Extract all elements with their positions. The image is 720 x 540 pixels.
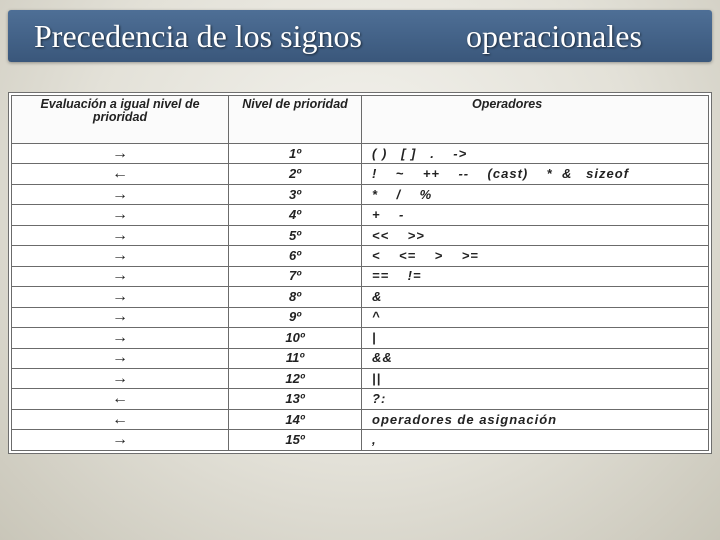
ops-cell: + - bbox=[362, 205, 709, 225]
table-row bbox=[12, 225, 709, 245]
table-row bbox=[12, 328, 709, 348]
assoc-arrow: → bbox=[12, 348, 229, 368]
slide-title-part1: Precedencia de los signos bbox=[34, 18, 362, 54]
assoc-arrow: → bbox=[12, 368, 229, 388]
table-row bbox=[12, 430, 709, 451]
table-header-row bbox=[12, 96, 709, 144]
ops-cell: operadores de asignación bbox=[362, 409, 709, 429]
assoc-arrow: → bbox=[12, 246, 229, 266]
level-cell: 5º bbox=[229, 225, 362, 245]
table-row bbox=[12, 184, 709, 204]
assoc-arrow: ← bbox=[12, 164, 229, 184]
assoc-arrow: → bbox=[12, 205, 229, 225]
level-cell: 2º bbox=[229, 164, 362, 184]
table-row bbox=[12, 164, 709, 184]
table-row bbox=[12, 246, 709, 266]
ops-cell: == != bbox=[362, 266, 709, 286]
ops-cell: << >> bbox=[362, 225, 709, 245]
assoc-arrow: ← bbox=[12, 409, 229, 429]
level-cell: 12º bbox=[229, 368, 362, 388]
table-row bbox=[12, 389, 709, 409]
title-bar bbox=[8, 10, 712, 62]
level-cell: 3º bbox=[229, 184, 362, 204]
ops-cell: || bbox=[362, 368, 709, 388]
assoc-arrow: → bbox=[12, 328, 229, 348]
ops-cell: ! ~ ++ -- (cast) * & sizeof bbox=[362, 164, 709, 184]
precedence-table bbox=[11, 95, 709, 451]
assoc-arrow: → bbox=[12, 225, 229, 245]
ops-cell: & bbox=[362, 287, 709, 307]
table-row bbox=[12, 409, 709, 429]
ops-cell: && bbox=[362, 348, 709, 368]
table-row bbox=[12, 266, 709, 286]
assoc-arrow: → bbox=[12, 144, 229, 164]
table-row bbox=[12, 287, 709, 307]
header-assoc: Evaluación a igual nivel de prioridad bbox=[12, 96, 229, 144]
level-cell: 10º bbox=[229, 328, 362, 348]
level-cell: 14º bbox=[229, 409, 362, 429]
table-row bbox=[12, 348, 709, 368]
assoc-arrow: → bbox=[12, 287, 229, 307]
table-row bbox=[12, 205, 709, 225]
assoc-arrow: → bbox=[12, 266, 229, 286]
header-level: Nivel de prioridad bbox=[229, 96, 362, 144]
level-cell: 15º bbox=[229, 430, 362, 451]
slide-title-part2: operacionales bbox=[466, 18, 642, 54]
header-ops: Operadores bbox=[362, 96, 709, 144]
assoc-arrow: → bbox=[12, 430, 229, 451]
level-cell: 4º bbox=[229, 205, 362, 225]
ops-cell: ?: bbox=[362, 389, 709, 409]
level-cell: 11º bbox=[229, 348, 362, 368]
level-cell: 9º bbox=[229, 307, 362, 327]
level-cell: 13º bbox=[229, 389, 362, 409]
table-row bbox=[12, 144, 709, 164]
ops-cell: ^ bbox=[362, 307, 709, 327]
assoc-arrow: → bbox=[12, 307, 229, 327]
level-cell: 7º bbox=[229, 266, 362, 286]
precedence-table-frame bbox=[8, 92, 712, 454]
ops-cell: | bbox=[362, 328, 709, 348]
ops-cell: ( ) [ ] . -> bbox=[362, 144, 709, 164]
level-cell: 1º bbox=[229, 144, 362, 164]
assoc-arrow: → bbox=[12, 184, 229, 204]
ops-cell: , bbox=[362, 430, 709, 451]
level-cell: 6º bbox=[229, 246, 362, 266]
ops-cell: * / % bbox=[362, 184, 709, 204]
level-cell: 8º bbox=[229, 287, 362, 307]
ops-cell: < <= > >= bbox=[362, 246, 709, 266]
assoc-arrow: ← bbox=[12, 389, 229, 409]
table-row bbox=[12, 368, 709, 388]
table-row bbox=[12, 307, 709, 327]
